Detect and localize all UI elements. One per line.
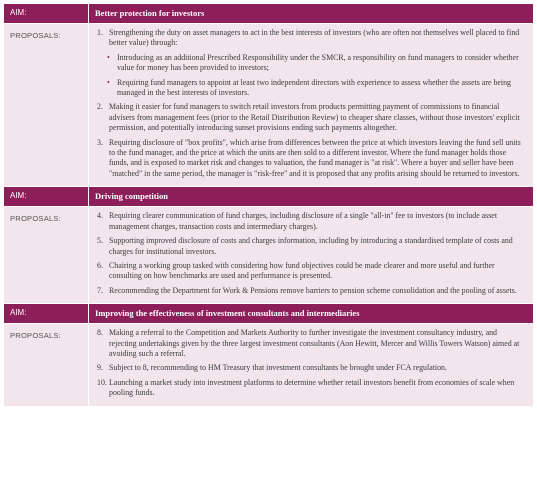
proposal-item bbox=[97, 28, 525, 49]
proposal-text: Requiring clearer communication of fund charges, including disclosure of a single "all-in" fee to investors (to include asset management charges, transaction costs and intermediary charges). bbox=[109, 211, 498, 231]
proposals-list bbox=[88, 324, 533, 405]
proposal-item bbox=[97, 363, 525, 373]
proposal-subitem bbox=[107, 53, 525, 74]
proposal-item bbox=[97, 236, 525, 257]
subitem-text: Requiring fund managers to appoint at least two independent directors with experience to assess whether the assets are being managed in the best interests of investors. bbox=[117, 77, 511, 98]
proposals-row bbox=[4, 24, 533, 187]
proposals-list bbox=[88, 24, 533, 186]
proposal-text: Strengthening the duty on asset managers to act in the best interests of investors (who are often not themselves well placed to find better value) through: bbox=[109, 28, 520, 48]
proposals-list bbox=[88, 207, 533, 303]
proposal-text: Supporting improved disclosure of costs and charges information, including by introducing a standardised template of costs and charges for institutional investors. bbox=[109, 236, 513, 256]
proposal-item bbox=[97, 138, 525, 180]
aim-header-row bbox=[4, 304, 533, 324]
proposal-text: Making a referral to the Competition and Markets Authority to further investigate the investment consultancy industry, and rejecting undertakings given by the three largest investment consultants (Aon Hewitt, Mercer and Willis Towers Watson) aimed at avoiding such a referral. bbox=[109, 328, 520, 358]
proposals-label: PROPOSALS: bbox=[10, 331, 61, 341]
proposal-number: 2. bbox=[97, 102, 103, 112]
proposal-number: 4. bbox=[97, 211, 103, 221]
proposals-label: PROPOSALS: bbox=[10, 214, 61, 224]
aim-label: AIM: bbox=[10, 308, 27, 318]
proposal-number: 8. bbox=[97, 328, 103, 338]
aim-label: AIM: bbox=[10, 191, 27, 201]
proposal-text: Launching a market study into investment platforms to determine whether retail investors benefit from economies of scale when pooling funds. bbox=[109, 377, 515, 398]
proposals-row bbox=[4, 324, 533, 406]
proposal-number: 10. bbox=[97, 377, 107, 387]
proposal-number: 7. bbox=[97, 285, 103, 295]
bullet-icon: • bbox=[107, 77, 110, 87]
proposals-table bbox=[4, 4, 533, 407]
proposal-item bbox=[97, 211, 525, 232]
subitem-text: Introducing as an additional Prescribed Responsibility under the SMCR, a responsibility on fund managers to consider whether value for money has been provided to investors; bbox=[117, 52, 519, 73]
proposal-number: 6. bbox=[97, 260, 103, 270]
aim-title: Improving the effectiveness of investment consultants and intermediaries bbox=[88, 304, 533, 323]
proposal-item bbox=[97, 286, 525, 296]
aim-title: Driving competition bbox=[88, 187, 533, 206]
proposal-number: 9. bbox=[97, 363, 103, 373]
proposal-text: Requiring disclosure of "box profits", which arise from differences between the price at which investors leaving the fund sell units to the fund manager, and the price at which the units are then sold to a different investor. Where the fund manager holds those funds, and is exposed to market risk and changes to valuation, the fund manager is "at risk". Where a buyer and seller have been "matched" in the same period, the manager is "risk-free" and it is proposed that any profits arising should be returned to investors. bbox=[109, 137, 521, 178]
proposal-text: Chairing a working group tasked with considering how fund objectives could be made clearer and more useful and further consulting on how benchmarks are used and performance is presented. bbox=[109, 260, 495, 281]
proposal-number: 5. bbox=[97, 236, 103, 246]
proposal-item bbox=[97, 328, 525, 359]
aim-label: AIM: bbox=[10, 8, 27, 17]
proposal-number: 1. bbox=[97, 28, 103, 37]
bullet-icon: • bbox=[107, 52, 110, 62]
proposal-number: 3. bbox=[97, 137, 103, 147]
proposals-label: PROPOSALS: bbox=[10, 31, 61, 40]
proposals-row bbox=[4, 207, 533, 304]
aim-header-row bbox=[4, 4, 533, 24]
proposal-subitem bbox=[107, 78, 525, 99]
proposal-text: Recommending the Department for Work & Pensions remove barriers to pension scheme consolidation and the pooling of assets. bbox=[109, 285, 517, 295]
proposal-item bbox=[97, 378, 525, 399]
aim-title: Better protection for investors bbox=[88, 4, 533, 23]
aim-header-row bbox=[4, 187, 533, 207]
proposal-text: Subject to 8, recommending to HM Treasury that investment consultants be brought under FCA regulation. bbox=[109, 363, 447, 373]
proposal-item bbox=[97, 261, 525, 282]
proposal-item bbox=[97, 102, 525, 133]
proposal-text: Making it easier for fund managers to switch retail investors from products permitting payment of commissions to financial advisers from management fees (prior to the Retail Distribution Review) to cheaper share classes, without those investors' explicit permission, and potentially introducing sunset provisions ending such payments altogether. bbox=[109, 102, 520, 133]
